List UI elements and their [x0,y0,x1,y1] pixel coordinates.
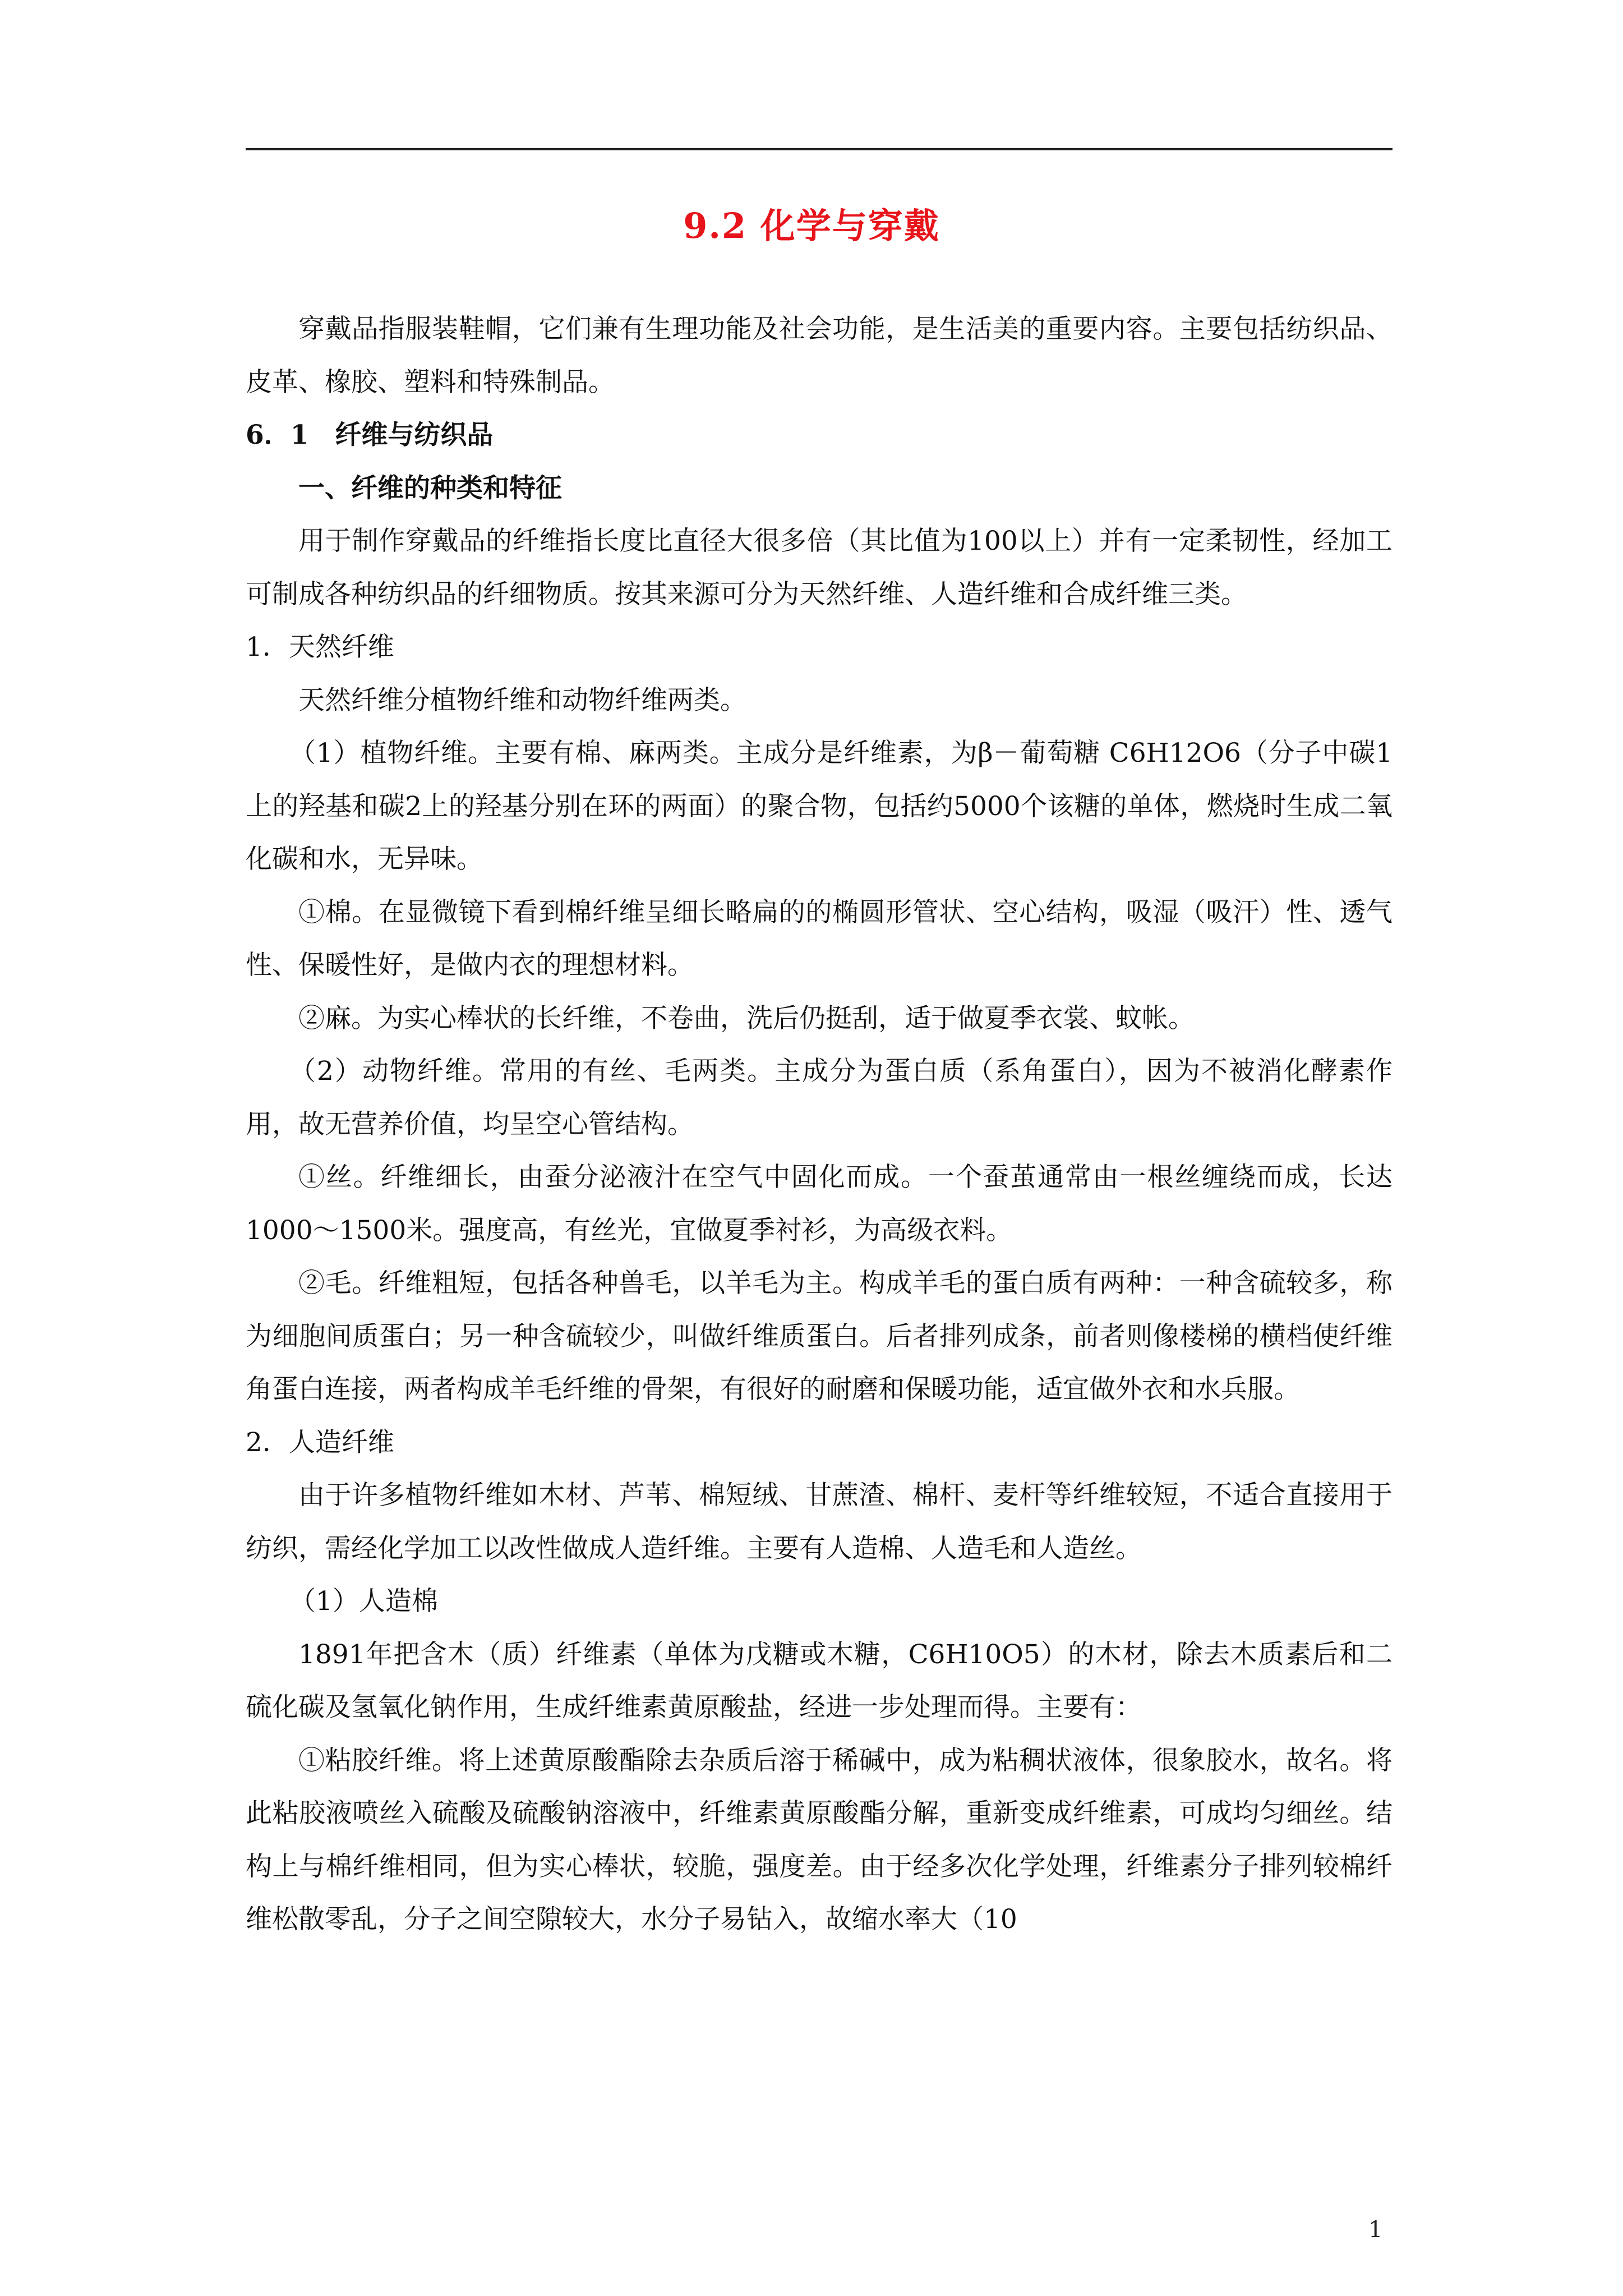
header-rule [246,148,1393,150]
page-number: 1 [1368,2217,1383,2243]
paragraph: ②毛。纤维粗短，包括各种兽毛，以羊毛为主。构成羊毛的蛋白质有两种：一种含硫较多，称为细胞间质蛋白；另一种含硫较少，叫做纤维质蛋白。后者排列成条，前者则像楼梯的横档使纤维角蛋白连接，两者构成羊毛纤维的骨架，有很好的耐磨和保暖功能，适宜做外衣和水兵服。 [246,1268,1393,1405]
numbered-heading: 2．人造纤维 [246,1427,394,1458]
paragraph: 用于制作穿戴品的纤维指长度比直径大很多倍（其比值为100以上）并有一定柔韧性，经加工可制成各种纺织品的纤细物质。按其来源可分为天然纤维、人造纤维和合成纤维三类。 [246,526,1393,610]
paragraph: 1891年把含木（质）纤维素（单体为戊糖或木糖，C6H10O5）的木材，除去木质素后和二硫化碳及氢氧化钠作用，生成纤维素黄原酸盐，经进一步处理而得。主要有： [246,1639,1393,1723]
paragraph: ①粘胶纤维。将上述黄原酸酯除去杂质后溶于稀碱中，成为粘稠状液体，很象胶水，故名。将此粘胶液喷丝入硫酸及硫酸钠溶液中，纤维素黄原酸酯分解，重新变成纤维素，可成均匀细丝。结构上与棉纤维相同，但为实心棒状，较脆，强度差。由于经多次化学处理，纤维素分子排列较棉纤维松散零乱，分子之间空隙较大，水分子易钻入，故缩水率大（10 [246,1745,1393,1935]
paragraph: （1）植物纤维。主要有棉、麻两类。主成分是纤维素，为β－葡萄糖 C6H12O6（分子中碳1上的羟基和碳2上的羟基分别在环的两面）的聚合物，包括约5000个该糖的单体，燃烧时生成二氧化碳和水，无异味。 [246,738,1393,875]
paragraph: ①丝。纤维细长，由蚕分泌液汁在空气中固化而成。一个蚕茧通常由一根丝缠绕而成，长达1000～1500米。强度高，有丝光，宜做夏季衬衫，为高级衣料。 [246,1162,1393,1246]
numbered-heading: 1．天然纤维 [246,632,394,662]
section-heading: 6．1 纤维与纺织品 [246,420,494,450]
paragraph: （2）动物纤维。常用的有丝、毛两类。主成分为蛋白质（系角蛋白），因为不被消化酵素作用，故无营养价值，均呈空心管结构。 [246,1056,1393,1140]
paragraph: ①棉。在显微镜下看到棉纤维呈细长略扁的的椭圆形管状、空心结构，吸湿（吸汗）性、透气性、保暖性好，是做内衣的理想材料。 [246,896,1393,981]
document-title: 9.2 化学与穿戴 [683,205,940,246]
paragraph: 天然纤维分植物纤维和动物纤维两类。 [298,684,746,716]
subsection-heading: 一、纤维的种类和特征 [298,472,562,504]
paragraph-intro: 穿戴品指服装鞋帽，它们兼有生理功能及社会功能，是生活美的重要内容。主要包括纺织品、皮革、橡胶、塑料和特殊制品。 [246,314,1393,398]
paragraph: （1）人造棉 [289,1586,438,1617]
paragraph: ②麻。为实心棒状的长纤维，不卷曲，洗后仍挺刮，适于做夏季衣裳、蚊帐。 [298,1002,1195,1034]
paragraph: 由于许多植物纤维如木材、芦苇、棉短绒、甘蔗渣、棉杆、麦杆等纤维较短，不适合直接用于纺织，需经化学加工以改性做成人造纤维。主要有人造棉、人造毛和人造丝。 [246,1480,1393,1564]
document-body [246,303,1393,1947]
